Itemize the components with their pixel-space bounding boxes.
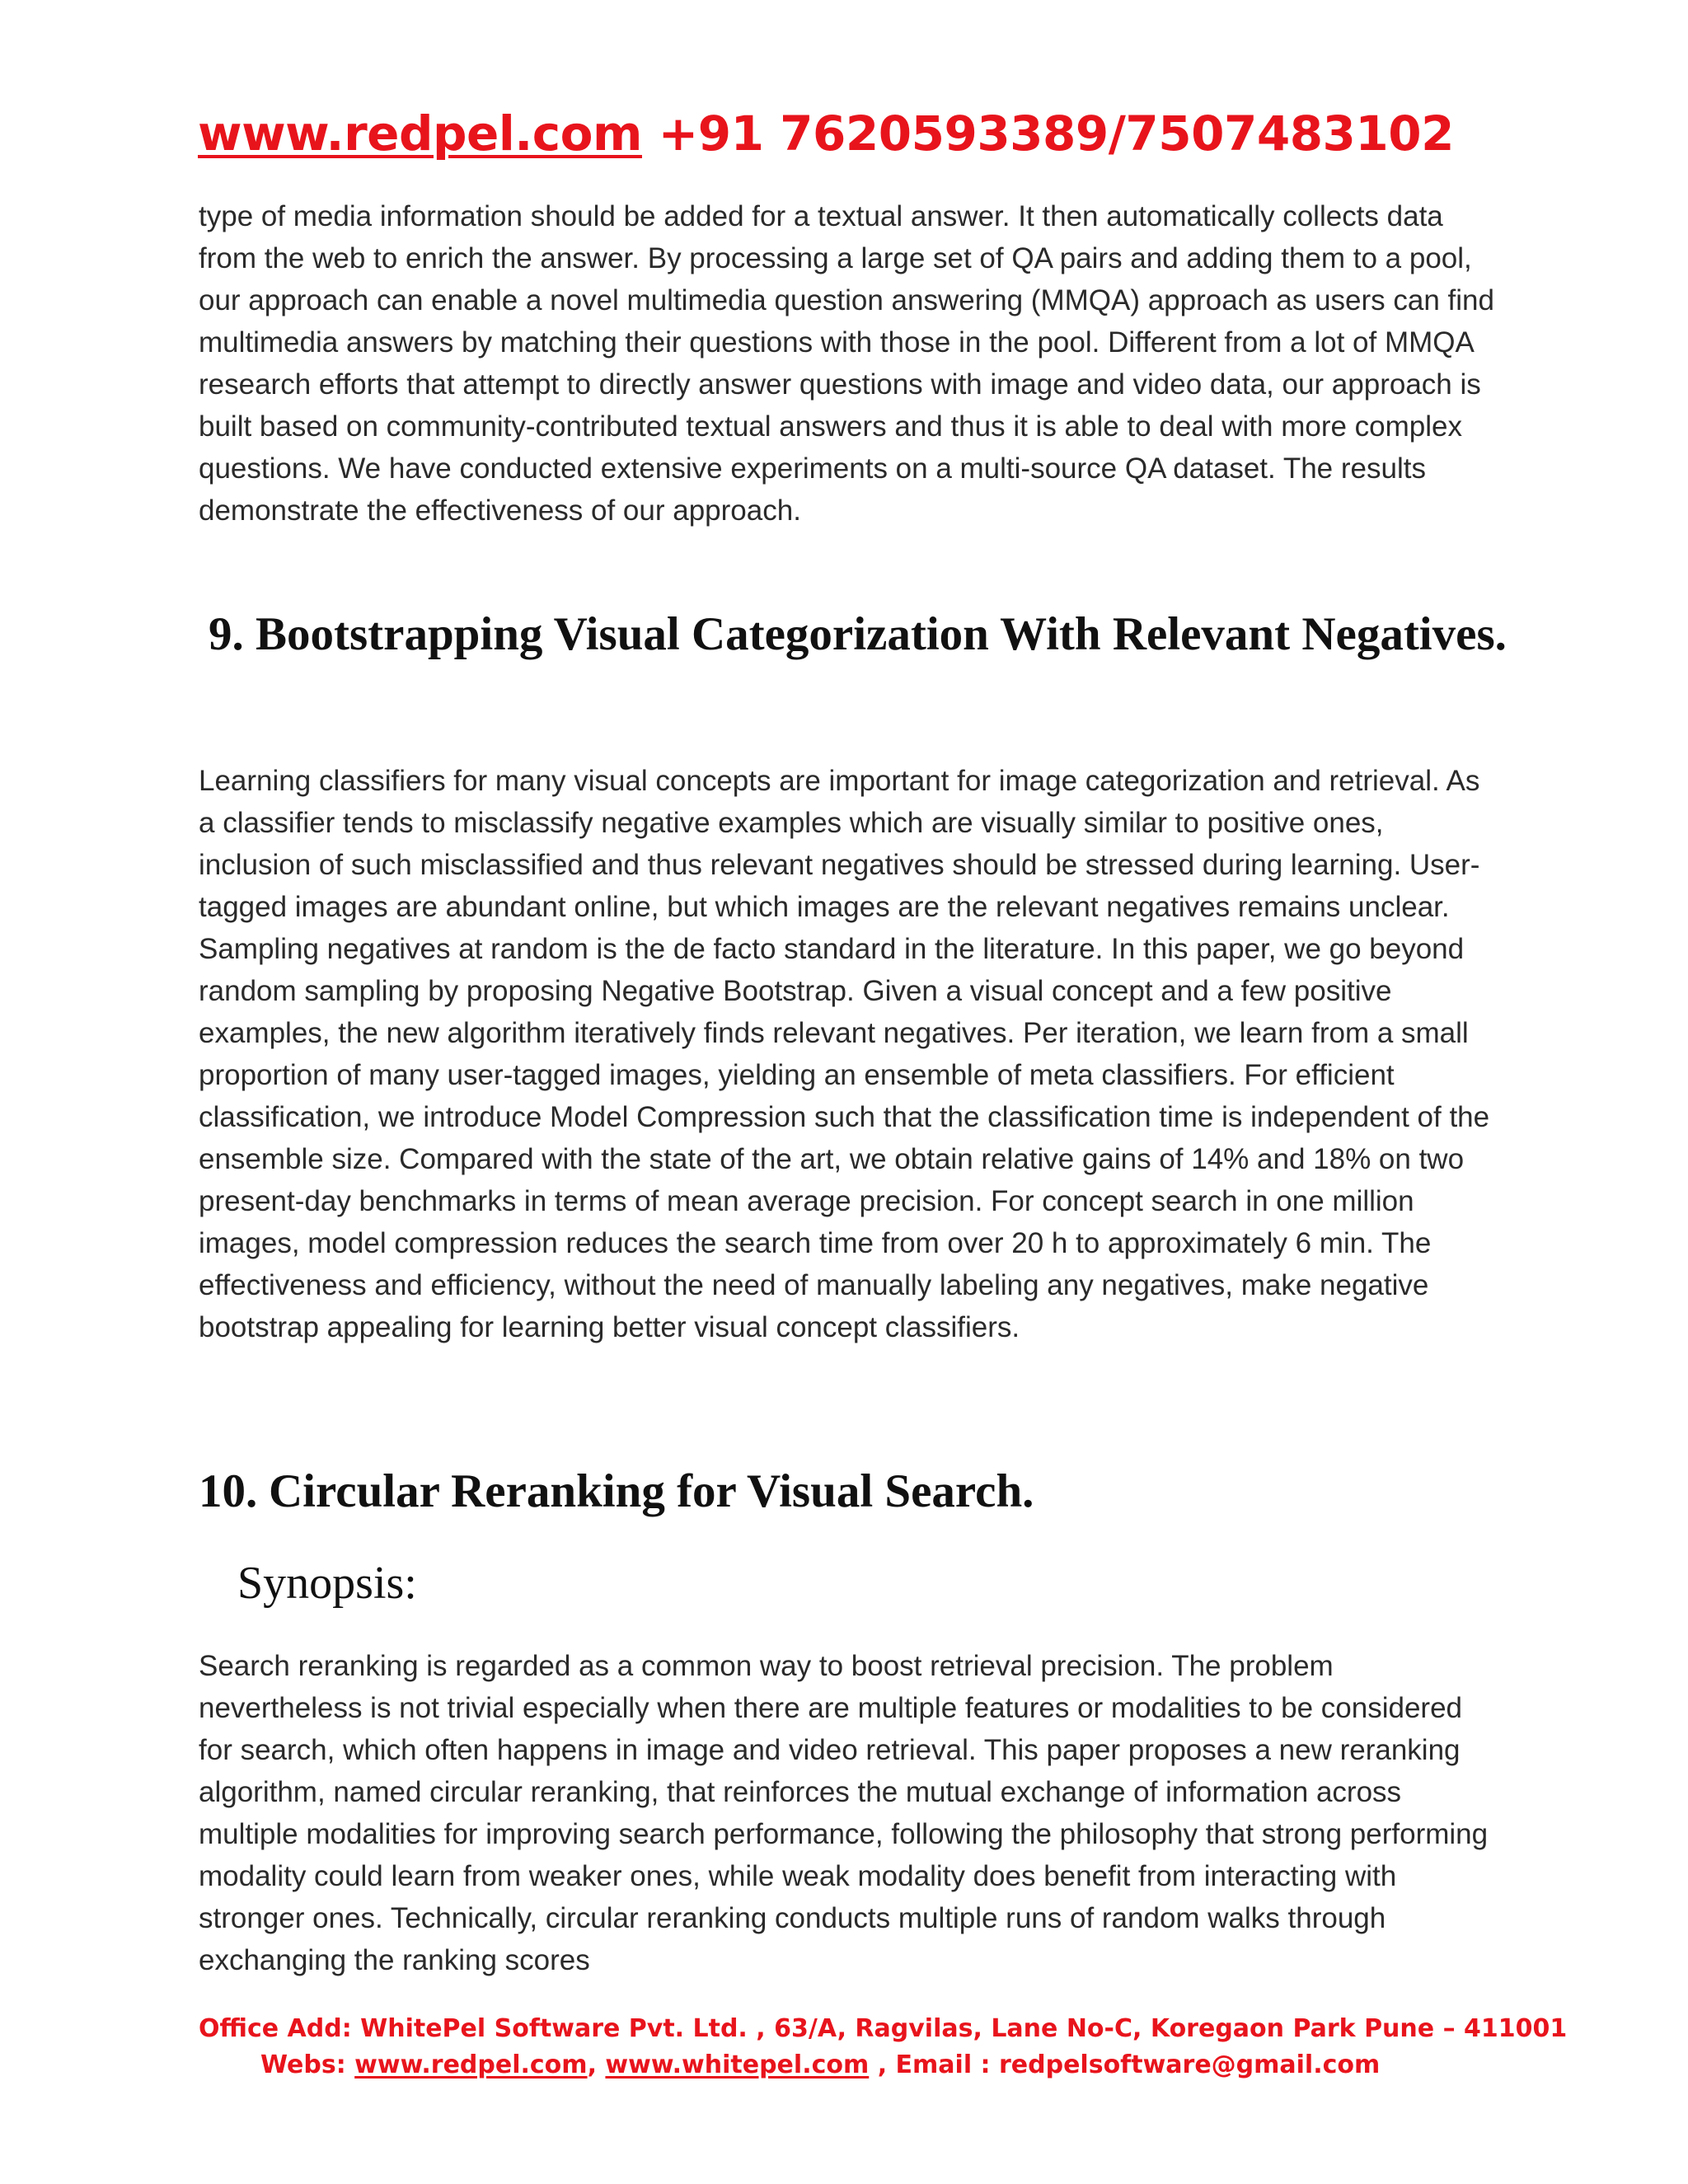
footer-separator: ,	[587, 2050, 597, 2079]
header-website-link[interactable]: www.redpel.com	[198, 105, 642, 162]
section-9-text: Learning classifiers for many visual concepts are important for image categorization and retrieval. As a classifier tends to misclassify negative examples which are visually similar to positive ones, inclusion of such misclassified and thus relevant negatives should be stressed during learning. User-tagged images are abundant online, but which images are the relevant negatives remains unclear. Sampling negatives at random is the de facto standard in the literature. In this paper, we go beyond random sampling by proposing Negative Bootstrap. Given a visual concept and a few positive examples, the new algorithm iteratively finds relevant negatives. Per iteration, we learn from a small proportion of many user-tagged images, yielding an ensemble of meta classifiers. For efficient classification, we introduce Model Compression such that the classification time is independent of the ensemble size. Compared with the state of the art, we obtain relative gains of 14% and 18% on two present-day benchmarks in terms of mean average precision. For concept search in one million images, model compression reduces the search time from over 20 h to approximately 6 min. The effectiveness and efficiency, without the need of manually labeling any negatives, make negative bootstrap appealing for learning better visual concept classifiers.	[199, 765, 1490, 1343]
intro-paragraph	[199, 195, 1501, 532]
intro-text: type of media information should be added for a textual answer. It then automatically collects data from the web to enrich the answer. By processing a large set of QA pairs and adding them to a pool, our approach can enable a novel multimedia question answering (MMQA) approach as users can find multimedia answers by matching their questions with those in the pool. Different from a lot of MMQA research efforts that attempt to directly answer questions with image and video data, our approach is built based on community-contributed textual answers and thus it is able to deal with more complex questions. We have conducted extensive experiments on a multi-source QA dataset. The results demonstrate the effectiveness of our approach.	[199, 200, 1494, 527]
footer-web-links	[260, 2050, 1380, 2079]
section-9-heading: 9. Bootstrapping Visual Categorization With Relevant Negatives.	[209, 608, 1507, 660]
footer-webs-label: Webs:	[260, 2050, 346, 2079]
footer-office-address: Office Add: WhitePel Software Pvt. Ltd. , 63/A, Ragvilas, Lane No-C, Koregaon Park Pune – 411001	[199, 2014, 1568, 2043]
footer-whitepel-link[interactable]: www.whitepel.com	[605, 2050, 870, 2079]
header-phone: +91 7620593389/7507483102	[658, 105, 1454, 162]
section-9-paragraph	[199, 760, 1501, 1348]
section-10-title: Circular Reranking for Visual Search.	[269, 1465, 1034, 1517]
section-10-text: Search reranking is regarded as a common way to boost retrieval precision. The problem nevertheless is not trivial especially when there are multiple features or modalities to be considered for search, which often happens in image and video retrieval. This paper proposes a new reranking algorithm, named circular reranking, that reinforces the mutual exchange of information across multiple modalities for improving search performance, following the philosophy that strong performing modality could learn from weaker ones, while weak modality does benefit from interacting with stronger ones. Technically, circular reranking conducts multiple runs of random walks through exchanging the ranking scores	[199, 1650, 1489, 1976]
section-10-heading	[199, 1459, 1517, 1525]
section-10-number: 10.	[199, 1465, 258, 1517]
page-header	[198, 105, 1454, 162]
section-10-paragraph	[199, 1645, 1501, 1981]
footer-email: , Email : redpelsoftware@gmail.com	[877, 2050, 1381, 2079]
footer-redpel-link[interactable]: www.redpel.com	[354, 2050, 588, 2079]
synopsis-label: Synopsis:	[237, 1558, 417, 1609]
